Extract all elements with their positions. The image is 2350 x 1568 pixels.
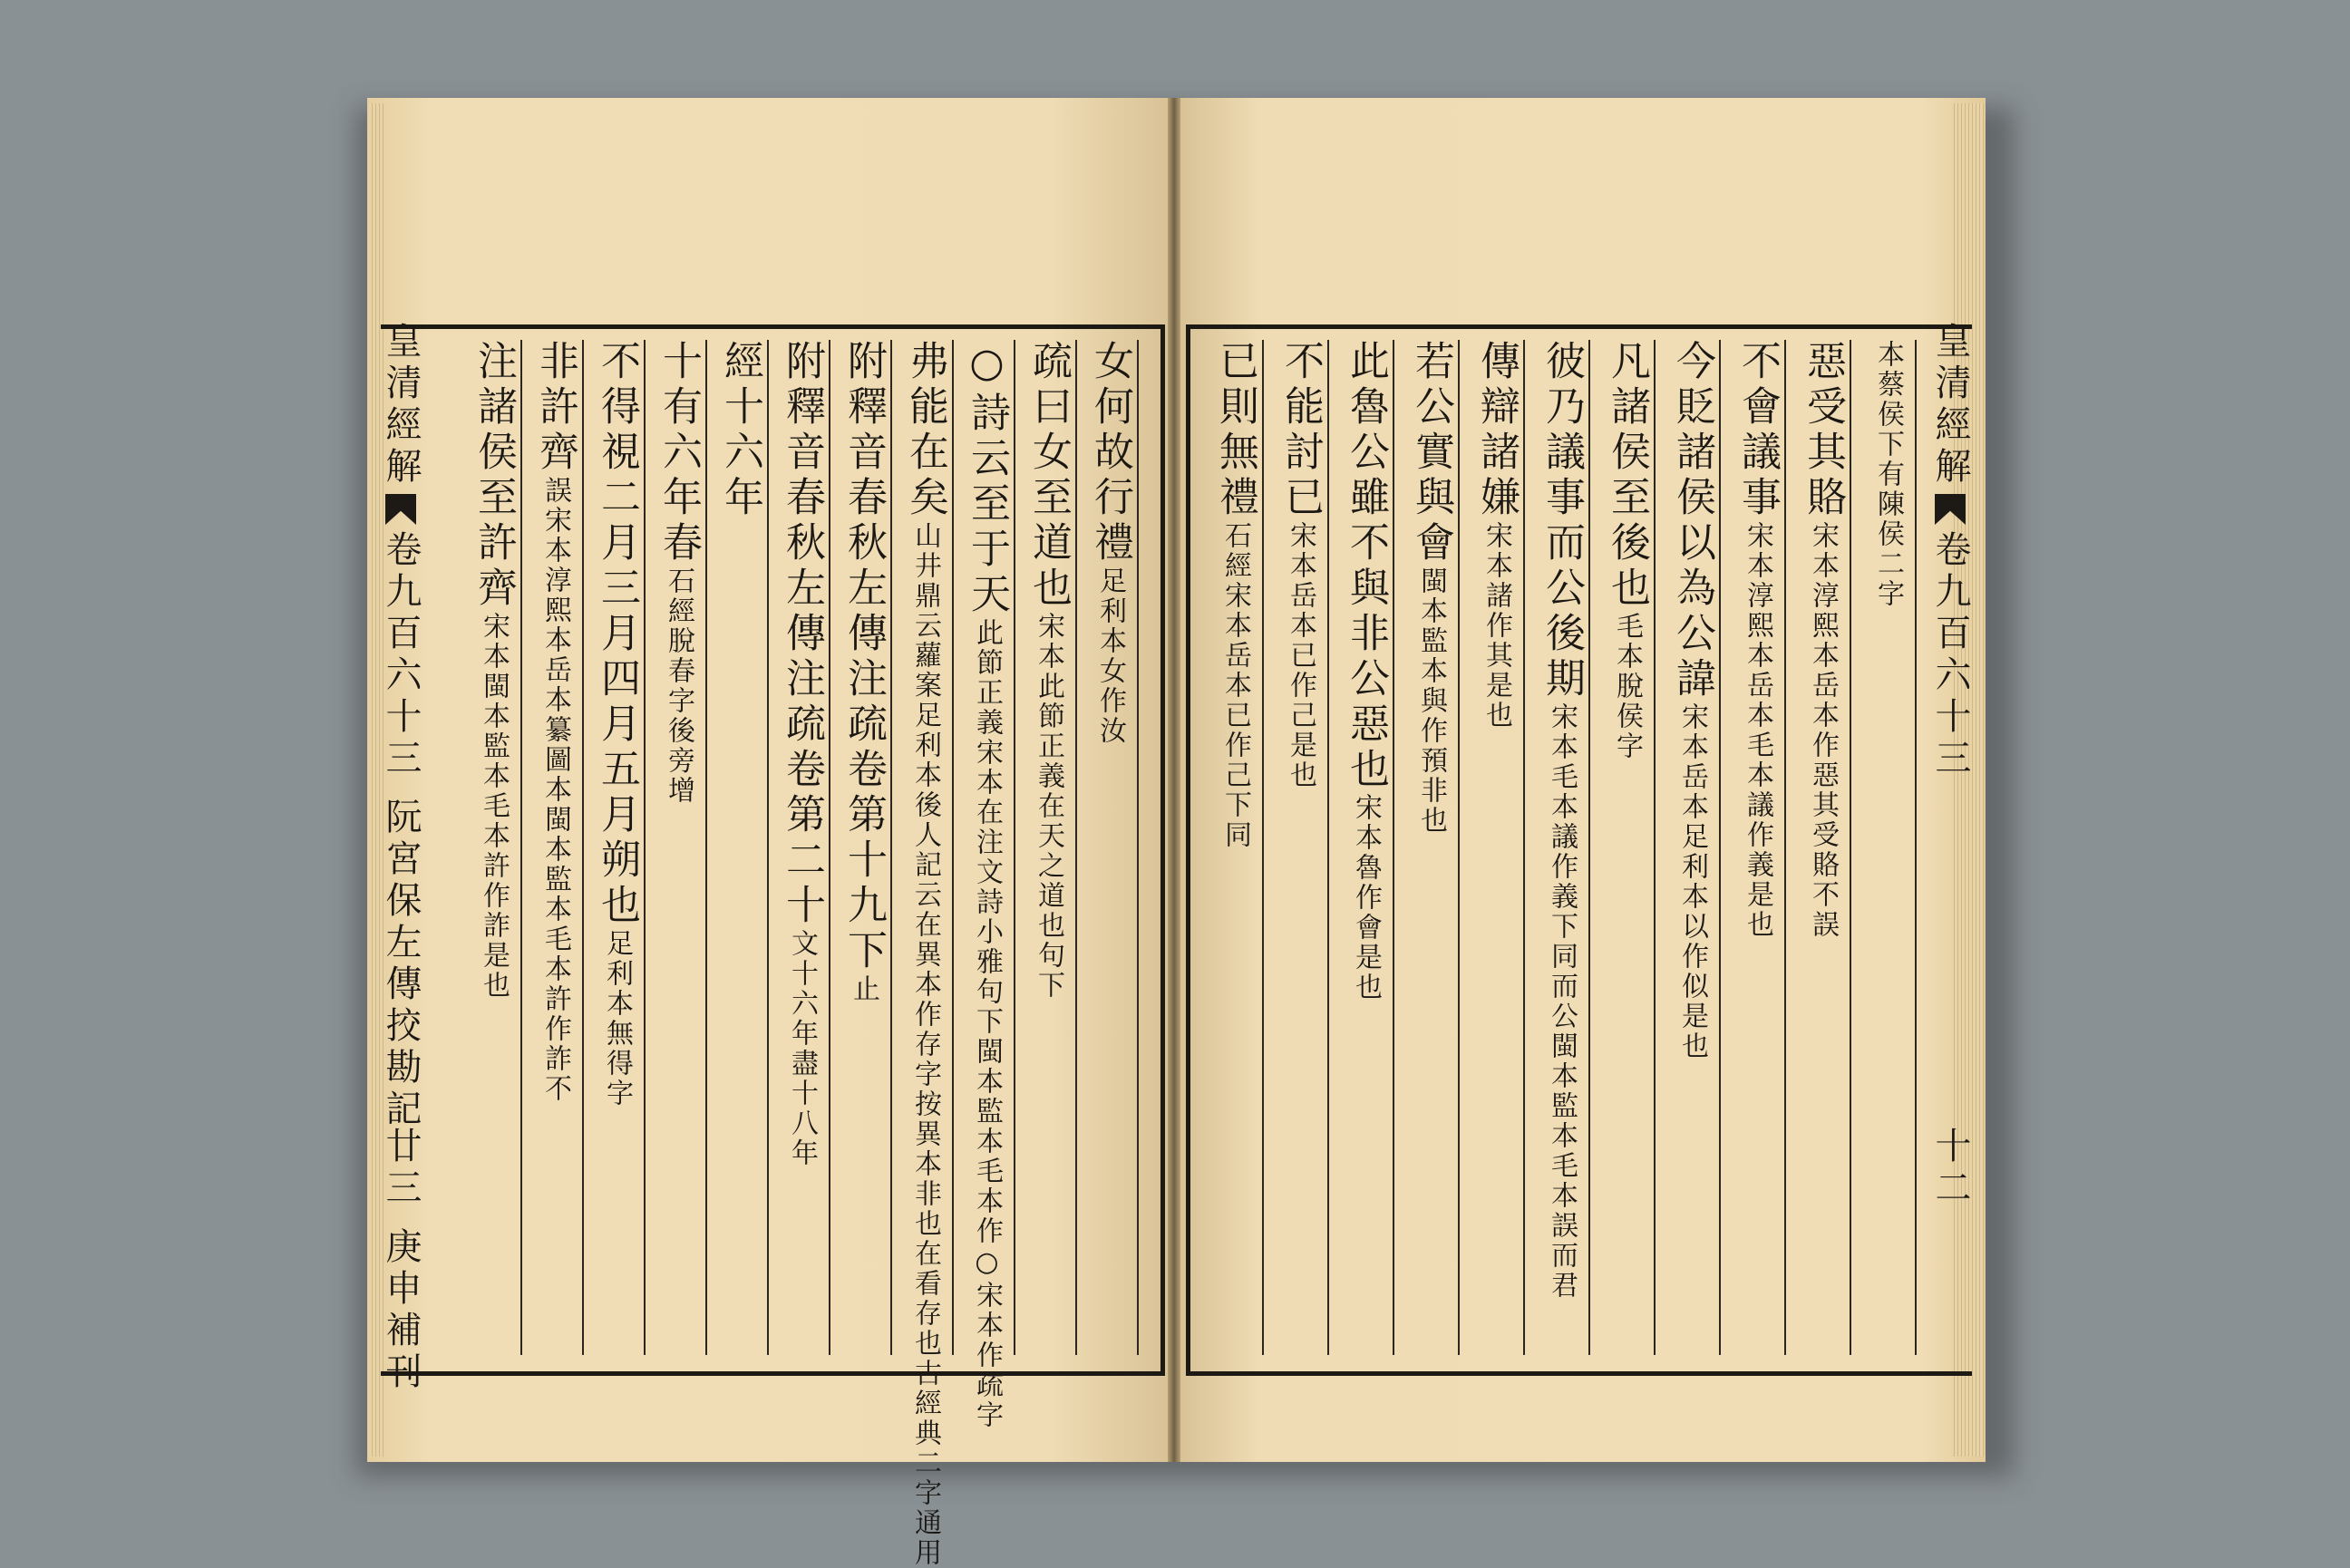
right-text-frame bbox=[1186, 324, 1972, 1376]
right-column-note-text: 宋本淳熙本岳本作惡其受賂不誤 bbox=[1807, 521, 1839, 940]
left-column-main-text: 十有六年春 bbox=[655, 340, 702, 566]
left-column-note-text: 足利本無得字 bbox=[601, 929, 633, 1108]
left-column-note-text: 文十六年盡十八年 bbox=[786, 929, 818, 1168]
left-text-column bbox=[894, 340, 954, 1568]
left-column-main-text: 附釋音春秋左傳注疏卷第二十 bbox=[779, 340, 825, 929]
right-margin-footer bbox=[1923, 1127, 1976, 1344]
right-column-main-text: 已則無禮 bbox=[1212, 340, 1258, 521]
left-column-note-text: 宋本此節正義在天之道也句下 bbox=[1033, 612, 1064, 1001]
book-gutter bbox=[1168, 98, 1180, 1462]
right-column-main-text: 惡受其賂 bbox=[1800, 340, 1846, 521]
right-text-column bbox=[1726, 340, 1786, 1355]
left-text-column bbox=[709, 340, 769, 1355]
right-text-column bbox=[1269, 340, 1329, 1355]
right-text-column bbox=[1792, 340, 1851, 1355]
left-text-column bbox=[832, 340, 892, 1355]
left-column-note-text: 此節正義宋本在注文詩小雅句下閩本監本毛本作○宋本作疏字 bbox=[971, 618, 1003, 1430]
left-column-main-text: 注諸侯至許齊 bbox=[471, 340, 517, 612]
right-column-main-text: 不會議事 bbox=[1734, 340, 1781, 521]
left-footer-text: 庚申補刊 bbox=[380, 1226, 422, 1394]
right-column-note-text: 宋本岳本足利本以作似是也 bbox=[1676, 702, 1708, 1061]
right-text-column bbox=[1204, 340, 1264, 1355]
right-margin-title: 皇清經解 bbox=[1929, 322, 1971, 489]
right-column-main-text: 彼乃議事而公後期 bbox=[1539, 340, 1585, 702]
left-column-note-text: 宋本閩本監本毛本許作詐是也 bbox=[478, 612, 510, 1001]
left-column-main-text: 附釋音春秋左傳注疏卷第十九下 bbox=[840, 340, 887, 974]
left-margin-footer bbox=[374, 1127, 426, 1394]
left-column-note-text: 止 bbox=[848, 974, 879, 1004]
right-column-note-text: 宋本毛本議作義下同而公閩本監本毛本誤而君 bbox=[1546, 702, 1578, 1301]
right-text-column bbox=[1465, 340, 1525, 1355]
right-column-note-text: 宋本魯作會是也 bbox=[1350, 793, 1382, 1002]
left-column-note-text: 石經脫春字後旁增 bbox=[663, 566, 694, 806]
fishtail-icon bbox=[1935, 494, 1966, 525]
right-text-column bbox=[1530, 340, 1590, 1355]
right-page-number: 十二 bbox=[1929, 1127, 1971, 1210]
right-column-note-text: 石經宋本岳本已作己下同 bbox=[1219, 521, 1251, 850]
right-column-note-text: 宋本諸作其是也 bbox=[1481, 521, 1512, 731]
right-column-note-text: 宋本淳熙本岳本毛本議作義是也 bbox=[1742, 521, 1773, 940]
right-column-note-text: 本蔡侯下有陳侯二字 bbox=[1872, 340, 1904, 609]
right-column-main-text: 凡諸侯至後也 bbox=[1604, 340, 1650, 612]
right-margin-subtitle: 卷九百六十三 bbox=[1929, 530, 1971, 780]
right-text-column bbox=[1661, 340, 1721, 1355]
left-column-main-text: 疏曰女至道也 bbox=[1025, 340, 1072, 612]
left-margin-title: 皇清經解 bbox=[380, 322, 422, 489]
left-column-main-text: 非許齊 bbox=[532, 340, 578, 476]
right-column-main-text: 傳辯諸嫌 bbox=[1473, 340, 1520, 521]
left-text-column bbox=[1079, 340, 1139, 1355]
left-column-note-text: 足利本女作汝 bbox=[1094, 566, 1126, 746]
left-column-main-text: ○詩云至于天 bbox=[964, 340, 1010, 618]
left-text-column bbox=[524, 340, 584, 1355]
left-text-column bbox=[771, 340, 830, 1355]
right-column-note-text: 宋本岳本已作己是也 bbox=[1285, 521, 1316, 790]
left-margin-subtitle: 卷九百六十三 阮宮保左傳挍勘記 bbox=[380, 530, 422, 1131]
left-text-column bbox=[647, 340, 707, 1355]
right-column-note-text: 閩本監本與作預非也 bbox=[1415, 566, 1447, 836]
left-column-main-text: 不得視二月三月四月五月朔也 bbox=[594, 340, 640, 929]
right-column-main-text: 今貶諸侯以為公諱 bbox=[1669, 340, 1715, 702]
left-column-main-text: 女何故行禮 bbox=[1087, 340, 1133, 566]
left-text-column bbox=[586, 340, 646, 1355]
right-text-column bbox=[1596, 340, 1656, 1355]
right-text-column bbox=[1335, 340, 1394, 1355]
left-text-frame bbox=[380, 322, 1165, 1568]
right-column-main-text: 不能討已 bbox=[1277, 340, 1324, 521]
right-column-note-text: 毛本脫侯字 bbox=[1611, 612, 1643, 761]
left-text-column bbox=[1017, 340, 1077, 1355]
left-page-number: 廿三 bbox=[380, 1127, 422, 1210]
left-column-main-text: 弗能在矣 bbox=[902, 340, 948, 521]
left-column-note-text: 誤宋本淳熙本岳本纂圖本閩本監本毛本許作詐不 bbox=[539, 476, 571, 1104]
right-column-main-text: 若公實與會 bbox=[1408, 340, 1454, 566]
right-text-column bbox=[1857, 340, 1917, 1355]
left-column-main-text: 經十六年 bbox=[717, 340, 763, 521]
right-column-main-text: 此魯公雖不與非公惡也 bbox=[1343, 340, 1389, 793]
left-column-note-text: 山井鼎云蘿案足利本後人記云在異本作存字按異本非也在看存也古經典二字通用 bbox=[909, 521, 941, 1568]
left-text-column bbox=[956, 340, 1015, 1430]
left-text-column bbox=[462, 340, 522, 1355]
fishtail-icon bbox=[385, 494, 416, 525]
right-text-column bbox=[1400, 340, 1460, 1355]
